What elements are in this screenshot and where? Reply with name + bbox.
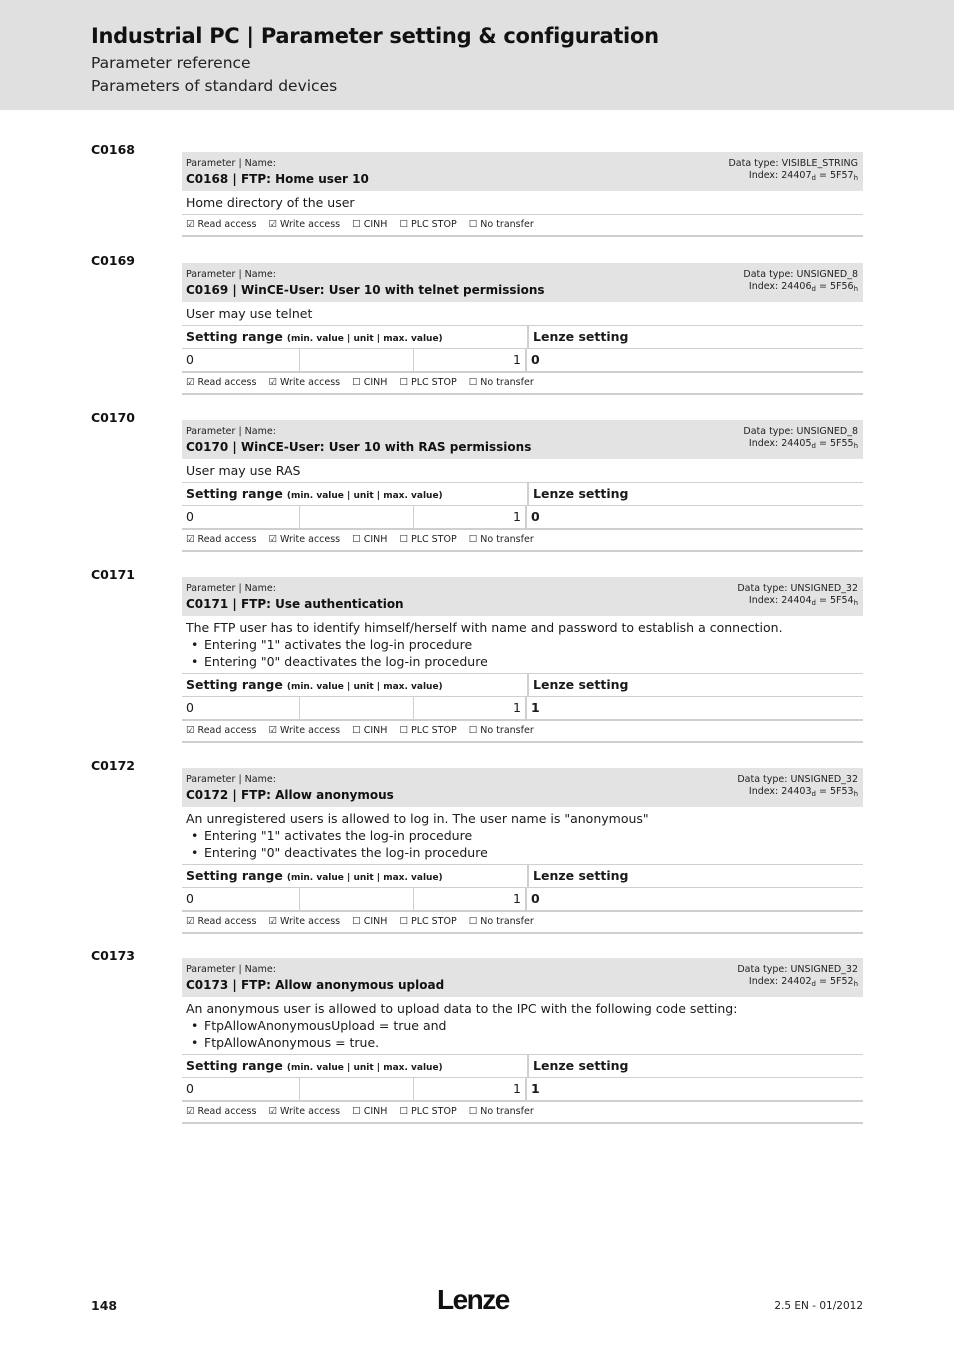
description-text: Home directory of the user	[186, 195, 355, 210]
data-type: Data type: UNSIGNED_8	[743, 426, 858, 437]
access-flags	[182, 530, 863, 552]
plc-stop-flag: ☐ PLC STOP	[399, 725, 457, 736]
lenze-setting-value: 1	[531, 700, 540, 715]
access-flags	[182, 721, 863, 743]
index-value: Index: $24407_d = 5F57_h$	[748, 170, 858, 182]
min-value: 0	[182, 1078, 300, 1100]
parameter-name-bar	[182, 577, 863, 616]
read-access-flag: ☑ Read access	[186, 1106, 257, 1117]
cinh-flag: ☐ CINH	[352, 534, 388, 545]
setting-range-hint: (min. value | unit | max. value)	[286, 1063, 443, 1073]
parameter-table	[182, 768, 863, 934]
lenze-setting-label: Lenze setting	[533, 677, 629, 692]
lenze-setting-value: 1	[531, 1081, 540, 1096]
description-text: The FTP user has to identify himself/herself with name and password to establish a connection.	[186, 620, 783, 635]
unit-value	[300, 697, 414, 719]
list-item: • FtpAllowAnonymous = true.	[186, 1034, 859, 1051]
write-access-flag: ☑ Write access	[268, 219, 341, 230]
plc-stop-flag: ☐ PLC STOP	[399, 219, 457, 230]
parameter-description	[182, 616, 863, 674]
no-transfer-flag: ☐ No transfer	[468, 916, 534, 927]
index-value: Index: $24402_d = 5F52_h$	[748, 976, 858, 988]
setting-range-values	[182, 888, 863, 912]
setting-range-values	[182, 1078, 863, 1102]
svg-text:Lenze: Lenze	[437, 1286, 509, 1314]
setting-range-label: Setting range	[186, 1058, 283, 1073]
no-transfer-flag: ☐ No transfer	[468, 534, 534, 545]
setting-range-label: Setting range	[186, 868, 283, 883]
max-value: 1	[414, 697, 527, 719]
lenze-logo	[437, 1286, 517, 1318]
setting-range-label: Setting range	[186, 677, 283, 692]
lenze-setting-label: Lenze setting	[533, 1058, 629, 1073]
write-access-flag: ☑ Write access	[268, 916, 341, 927]
lenze-setting-label: Lenze setting	[533, 868, 629, 883]
setting-range-hint: (min. value | unit | max. value)	[286, 873, 443, 883]
unit-value	[300, 888, 414, 910]
parameter-name: C0169 | WinCE-User: User 10 with telnet permissions	[186, 283, 545, 297]
list-item: • FtpAllowAnonymousUpload = true and	[186, 1017, 859, 1034]
plc-stop-flag: ☐ PLC STOP	[399, 916, 457, 927]
plc-stop-flag: ☐ PLC STOP	[399, 534, 457, 545]
setting-range-values	[182, 349, 863, 373]
parameter-name-label: Parameter | Name:	[186, 269, 276, 280]
index-value: Index: $24403_d = 5F53_h$	[748, 786, 858, 798]
access-flags	[182, 1102, 863, 1124]
parameter-name-bar	[182, 263, 863, 302]
access-flags	[182, 215, 863, 237]
list-item: • Entering "0" deactivates the log-in procedure	[186, 844, 859, 861]
setting-range-hint: (min. value | unit | max. value)	[286, 491, 443, 501]
write-access-flag: ☑ Write access	[268, 725, 341, 736]
parameter-name-label: Parameter | Name:	[186, 583, 276, 594]
data-type: Data type: UNSIGNED_32	[737, 964, 858, 975]
setting-range-label: Setting range	[186, 329, 283, 344]
cinh-flag: ☐ CINH	[352, 377, 388, 388]
write-access-flag: ☑ Write access	[268, 534, 341, 545]
write-access-flag: ☑ Write access	[268, 1106, 341, 1117]
lenze-setting-value: 0	[531, 352, 540, 367]
lenze-logo-icon	[437, 1286, 517, 1314]
header-subtitle-1: Parameter reference	[91, 54, 251, 72]
unit-value	[300, 1078, 414, 1100]
parameter-code: C0170	[91, 410, 135, 425]
data-type: Data type: UNSIGNED_8	[743, 269, 858, 280]
write-access-flag: ☑ Write access	[268, 377, 341, 388]
parameter-name-label: Parameter | Name:	[186, 964, 276, 975]
setting-range-hint: (min. value | unit | max. value)	[286, 682, 443, 692]
description-text: User may use telnet	[186, 306, 313, 321]
plc-stop-flag: ☐ PLC STOP	[399, 1106, 457, 1117]
lenze-setting-value: 0	[531, 509, 540, 524]
read-access-flag: ☑ Read access	[186, 725, 257, 736]
parameter-code: C0169	[91, 253, 135, 268]
max-value: 1	[414, 506, 527, 528]
min-value: 0	[182, 349, 300, 371]
data-type: Data type: UNSIGNED_32	[737, 774, 858, 785]
min-value: 0	[182, 506, 300, 528]
parameter-table	[182, 577, 863, 743]
parameter-name-bar	[182, 420, 863, 459]
parameter-table	[182, 152, 863, 237]
read-access-flag: ☑ Read access	[186, 377, 257, 388]
unit-value	[300, 349, 414, 371]
parameter-name: C0171 | FTP: Use authentication	[186, 597, 404, 611]
list-item: • Entering "1" activates the log-in procedure	[186, 827, 859, 844]
setting-range-values	[182, 506, 863, 530]
read-access-flag: ☑ Read access	[186, 534, 257, 545]
parameter-description	[182, 459, 863, 483]
setting-range-header	[182, 1055, 863, 1078]
index-value: Index: $24406_d = 5F56_h$	[748, 281, 858, 293]
index-value: Index: $24405_d = 5F55_h$	[748, 438, 858, 450]
index-value: Index: $24404_d = 5F54_h$	[748, 595, 858, 607]
parameter-table	[182, 420, 863, 552]
parameter-code: C0168	[91, 142, 135, 157]
header-title: Industrial PC | Parameter setting & configuration	[91, 24, 659, 48]
setting-range-values	[182, 697, 863, 721]
setting-range-header	[182, 326, 863, 349]
setting-range-header	[182, 674, 863, 697]
plc-stop-flag: ☐ PLC STOP	[399, 377, 457, 388]
lenze-setting-label: Lenze setting	[533, 329, 629, 344]
max-value: 1	[414, 349, 527, 371]
data-type: Data type: VISIBLE_STRING	[728, 158, 858, 169]
lenze-setting-label: Lenze setting	[533, 486, 629, 501]
parameter-name-label: Parameter | Name:	[186, 426, 276, 437]
no-transfer-flag: ☐ No transfer	[468, 377, 534, 388]
cinh-flag: ☐ CINH	[352, 1106, 388, 1117]
document-version: 2.5 EN - 01/2012	[774, 1300, 863, 1312]
cinh-flag: ☐ CINH	[352, 725, 388, 736]
description-list	[186, 827, 859, 861]
parameter-description	[182, 302, 863, 326]
access-flags	[182, 373, 863, 395]
lenze-setting-value: 0	[531, 891, 540, 906]
min-value: 0	[182, 697, 300, 719]
setting-range-hint: (min. value | unit | max. value)	[286, 334, 443, 344]
cinh-flag: ☐ CINH	[352, 219, 388, 230]
parameter-table	[182, 263, 863, 395]
max-value: 1	[414, 888, 527, 910]
parameter-name-label: Parameter | Name:	[186, 158, 276, 169]
min-value: 0	[182, 888, 300, 910]
parameter-name: C0170 | WinCE-User: User 10 with RAS permissions	[186, 440, 532, 454]
parameter-code: C0172	[91, 758, 135, 773]
parameter-name-bar	[182, 768, 863, 807]
parameter-name-bar	[182, 152, 863, 191]
description-text: User may use RAS	[186, 463, 301, 478]
parameter-name-bar	[182, 958, 863, 997]
unit-value	[300, 506, 414, 528]
max-value: 1	[414, 1078, 527, 1100]
parameter-description	[182, 997, 863, 1055]
parameter-name: C0172 | FTP: Allow anonymous	[186, 788, 394, 802]
setting-range-header	[182, 865, 863, 888]
read-access-flag: ☑ Read access	[186, 219, 257, 230]
description-text: An unregistered users is allowed to log in. The user name is "anonymous"	[186, 811, 649, 826]
parameter-code: C0173	[91, 948, 135, 963]
parameter-name: C0173 | FTP: Allow anonymous upload	[186, 978, 445, 992]
header-subtitle-2: Parameters of standard devices	[91, 77, 338, 95]
list-item: • Entering "1" activates the log-in procedure	[186, 636, 859, 653]
parameter-name: C0168 | FTP: Home user 10	[186, 172, 369, 186]
parameter-name-label: Parameter | Name:	[186, 774, 276, 785]
page-header	[0, 0, 954, 110]
access-flags	[182, 912, 863, 934]
setting-range-label: Setting range	[186, 486, 283, 501]
parameter-description	[182, 191, 863, 215]
no-transfer-flag: ☐ No transfer	[468, 725, 534, 736]
cinh-flag: ☐ CINH	[352, 916, 388, 927]
read-access-flag: ☑ Read access	[186, 916, 257, 927]
parameter-table	[182, 958, 863, 1124]
page-number: 148	[91, 1298, 118, 1313]
parameter-code: C0171	[91, 567, 135, 582]
no-transfer-flag: ☐ No transfer	[468, 1106, 534, 1117]
description-text: An anonymous user is allowed to upload data to the IPC with the following code setting:	[186, 1001, 738, 1016]
description-list	[186, 636, 859, 670]
no-transfer-flag: ☐ No transfer	[468, 219, 534, 230]
data-type: Data type: UNSIGNED_32	[737, 583, 858, 594]
description-list	[186, 1017, 859, 1051]
parameter-description	[182, 807, 863, 865]
list-item: • Entering "0" deactivates the log-in procedure	[186, 653, 859, 670]
setting-range-header	[182, 483, 863, 506]
